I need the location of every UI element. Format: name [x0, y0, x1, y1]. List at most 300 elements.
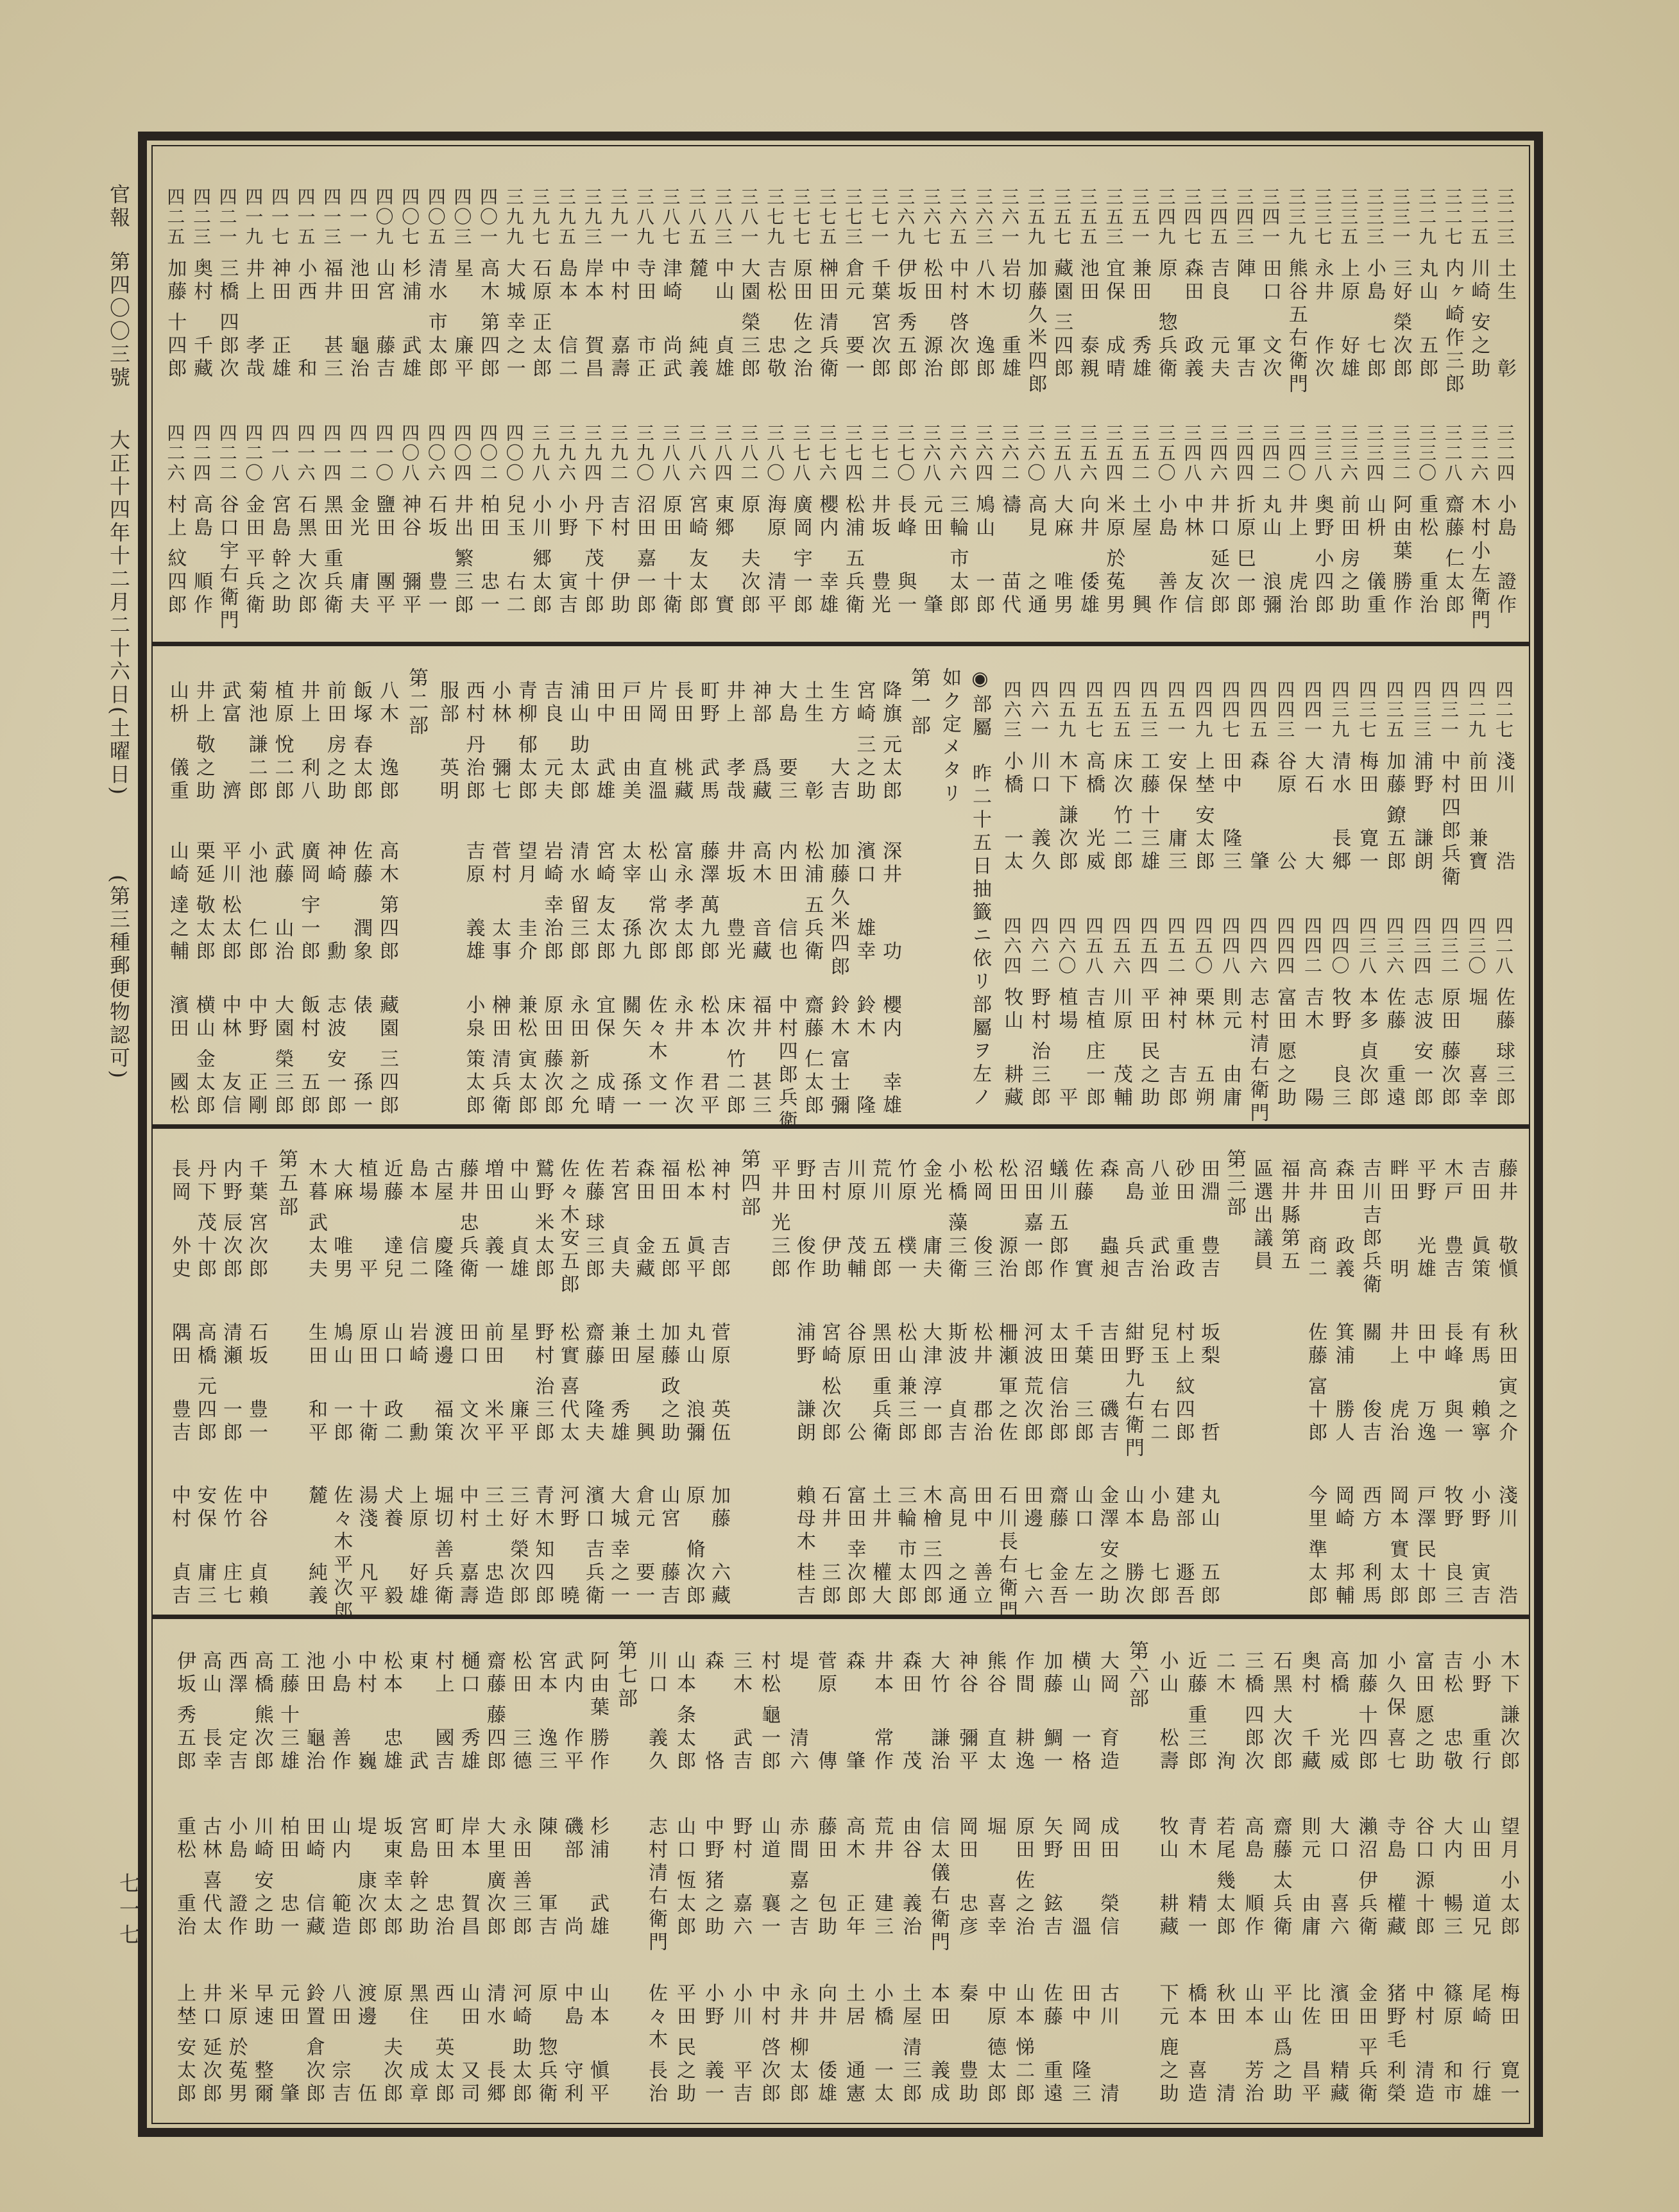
seat-entry	[1415, 424, 1437, 617]
family-name: 櫻内	[815, 494, 839, 540]
member-name	[199, 1983, 221, 2106]
family-name: 野村	[531, 1322, 554, 1368]
member-name	[535, 1650, 557, 1774]
given-name: 三郎	[818, 1562, 841, 1608]
seat-entry	[712, 187, 733, 381]
member-name	[1068, 1983, 1090, 2106]
given-name: 安一郎	[323, 1049, 346, 1118]
seat-number: 四四一	[1301, 680, 1323, 740]
family-name: 松浦	[801, 841, 824, 887]
member-name	[483, 1650, 505, 1774]
family-name: 山枡	[1363, 494, 1386, 540]
member-name	[871, 1650, 892, 1774]
seat-entry	[425, 424, 447, 617]
family-name: 富田	[1274, 987, 1297, 1033]
given-name: 軍吉	[1232, 335, 1256, 381]
seat-entry	[294, 424, 316, 617]
member-name	[1497, 1650, 1519, 1774]
given-name: 民之助	[673, 2037, 695, 2106]
member-name	[199, 1816, 221, 1939]
family-name: 松田	[919, 258, 942, 304]
member-name	[607, 1485, 629, 1608]
member-name	[1298, 1983, 1320, 2106]
family-name: 山口	[1071, 1485, 1094, 1531]
seat-entry	[920, 424, 942, 617]
member-name	[1024, 494, 1046, 617]
member-name	[199, 1650, 221, 1774]
family-name: 吉植	[1082, 987, 1105, 1033]
seat-number: 四〇一	[477, 187, 499, 247]
family-name: 齋藤	[1269, 1816, 1292, 1862]
family-name: 高山	[199, 1650, 222, 1697]
family-name: 倉元	[632, 1485, 655, 1531]
member-name	[853, 841, 874, 964]
given-name: 忠一	[477, 571, 500, 617]
family-name: 坂梨	[1197, 1322, 1220, 1368]
seat-number: 四五六	[1110, 916, 1132, 976]
member-name	[581, 258, 603, 381]
seat-entry	[1000, 680, 1022, 874]
family-name: 富永	[670, 841, 694, 887]
given-name: 敬愼	[1495, 1235, 1517, 1282]
member-name	[894, 1322, 916, 1445]
given-name: 曉	[556, 1585, 579, 1608]
given-name: 於菟男	[1102, 548, 1125, 617]
given-name: 謙朗	[1410, 828, 1433, 874]
seat-entry	[1164, 916, 1186, 1110]
family-name: 山本	[586, 1983, 609, 2029]
seat-entry	[503, 424, 525, 617]
family-name: 柏田	[277, 1816, 299, 1862]
seat-number: 三六七	[920, 187, 942, 247]
given-name: 興	[632, 1422, 655, 1445]
member-name	[1386, 1158, 1408, 1282]
member-name	[775, 680, 797, 803]
family-name: 河波	[1020, 1322, 1043, 1368]
given-name: 成章	[405, 2060, 429, 2106]
seat-entry	[790, 187, 812, 381]
member-name	[1233, 258, 1255, 381]
given-name: 信也	[774, 918, 797, 964]
member-name	[346, 258, 368, 381]
member-name	[1155, 494, 1177, 617]
given-name: 嘉之吉	[786, 1870, 808, 1939]
member-name	[173, 1983, 195, 2106]
given-name: 五郎	[657, 1235, 680, 1282]
member-name	[618, 995, 640, 1118]
member-name	[582, 1322, 604, 1445]
member-name	[330, 1485, 353, 1624]
family-name: 熊谷	[1284, 258, 1308, 304]
family-name: 内田	[774, 841, 797, 887]
given-name: 信二	[554, 335, 577, 381]
given-name: 逸三	[534, 1728, 558, 1774]
member-name	[1495, 1485, 1517, 1608]
family-name: 谷原	[1274, 751, 1297, 797]
family-name: 金田	[242, 494, 265, 540]
member-name	[1469, 1983, 1490, 2106]
seat-entry	[477, 187, 499, 381]
member-name	[268, 258, 290, 381]
member-name	[219, 1158, 241, 1282]
given-name: 幸之一	[502, 312, 525, 381]
family-name: 矢野	[1040, 1816, 1062, 1862]
given-name: 武治	[1146, 1235, 1170, 1282]
family-name: 富田	[1411, 1650, 1435, 1697]
family-name: 木暮	[305, 1158, 327, 1205]
member-name	[190, 258, 212, 381]
given-name: 寅吉	[1467, 1562, 1490, 1608]
member-name	[842, 1816, 864, 1939]
seat-entry	[398, 424, 420, 617]
family-name: 中村	[1437, 751, 1460, 797]
family-name: 宮島	[268, 494, 291, 540]
seat-entry	[868, 424, 890, 617]
family-name: 吉木	[1300, 987, 1324, 1033]
family-name: 清水	[566, 841, 589, 887]
given-name: 庸夫	[919, 1235, 942, 1282]
seat-number: 四二七	[1493, 680, 1514, 740]
family-name: 床次	[722, 995, 746, 1041]
member-name	[483, 1983, 505, 2106]
member-name	[225, 1650, 247, 1774]
given-name: 育造	[1096, 1728, 1119, 1774]
given-name: 倉次郎	[302, 2037, 325, 2106]
given-name: 一郎	[972, 571, 995, 617]
family-name: 田口	[1259, 258, 1282, 304]
special-entry: 區選出議員	[1250, 1158, 1273, 1274]
given-name: 安太郎	[173, 2037, 196, 2106]
family-name: 山宮	[657, 1485, 680, 1531]
member-name	[1383, 751, 1405, 874]
seat-number: 三九八	[529, 424, 551, 483]
member-name	[380, 1650, 402, 1774]
given-name: 忠造	[481, 1562, 504, 1608]
given-name: 謙次郎	[1497, 1704, 1519, 1774]
family-name: 井口	[199, 1983, 222, 2029]
given-name: 眞策	[1467, 1235, 1490, 1282]
given-name: 甚三	[320, 335, 343, 381]
member-name	[477, 494, 499, 617]
member-name	[1494, 258, 1515, 381]
family-name: 永井	[786, 1983, 808, 2029]
seat-entry	[1180, 424, 1202, 617]
given-name: 重雄	[998, 335, 1021, 381]
member-name	[1298, 1816, 1320, 1939]
family-name: 井上	[1284, 494, 1308, 540]
given-name: 光雄	[1413, 1235, 1436, 1282]
member-name	[405, 1650, 427, 1774]
seat-number: 三九二	[608, 424, 629, 483]
seat-entry	[1028, 680, 1050, 874]
seat-entry	[1233, 187, 1255, 381]
seat-number: 三三三	[1363, 187, 1385, 247]
member-name	[515, 680, 536, 803]
given-name: 柳太郎	[786, 2037, 808, 2106]
given-name: 孫一	[350, 1072, 373, 1118]
seat-number: 四二六	[164, 424, 186, 483]
given-name: 一太	[871, 2060, 893, 2106]
member-name	[972, 494, 994, 617]
seat-entry	[1259, 187, 1281, 381]
seat-number: 四一五	[294, 187, 316, 247]
given-name: 吉郎	[708, 1235, 730, 1282]
family-name: 牧野	[1440, 1485, 1463, 1531]
member-name	[219, 841, 241, 964]
member-name	[450, 258, 472, 381]
member-name	[355, 1322, 377, 1445]
member-name	[509, 1983, 531, 2106]
seat-entry	[972, 187, 994, 381]
member-name	[1355, 1650, 1377, 1774]
given-name: 義成	[927, 2060, 950, 2106]
seat-entry	[1383, 916, 1405, 1110]
given-name: 伊助	[818, 1235, 841, 1282]
seat-entry	[1441, 187, 1464, 397]
member-name	[1304, 1158, 1326, 1282]
given-name: 竹二郎	[1109, 805, 1132, 874]
seat-number: 三二八	[1442, 424, 1463, 483]
seat-entry	[815, 424, 837, 617]
given-name: 右二	[502, 571, 525, 617]
member-name	[190, 494, 212, 617]
family-name: 杉浦	[398, 258, 422, 304]
member-name	[758, 1816, 780, 1939]
member-name	[879, 995, 901, 1118]
family-name: 三輪	[946, 494, 969, 540]
member-name	[450, 494, 472, 617]
member-name	[323, 841, 345, 964]
seat-entry	[1077, 424, 1098, 617]
family-name: 長岡	[168, 1158, 191, 1205]
seat-entry	[1465, 916, 1487, 1110]
given-name: 龜治	[302, 1728, 325, 1774]
member-name	[1383, 1650, 1405, 1774]
given-name: 七六	[1020, 1562, 1043, 1608]
member-name	[242, 494, 264, 617]
member-name	[1328, 987, 1350, 1110]
given-name: 忠兵衛	[456, 1212, 479, 1282]
family-name: 神田	[268, 258, 291, 304]
given-name: 儀重	[166, 757, 189, 803]
given-name: 十四郎	[1354, 1704, 1377, 1774]
member-name	[515, 841, 536, 964]
member-name	[1413, 1322, 1435, 1445]
member-name	[670, 680, 692, 803]
member-name	[1040, 1650, 1062, 1774]
member-name	[607, 1322, 629, 1445]
member-name	[1274, 987, 1295, 1110]
member-name	[164, 494, 185, 617]
member-name	[535, 1816, 557, 1939]
member-name	[894, 1158, 916, 1282]
given-name: 宗吉	[328, 2060, 351, 2106]
member-name	[1311, 494, 1333, 617]
member-name	[277, 1983, 298, 2106]
member-name	[1050, 258, 1072, 381]
given-name: 建三	[871, 1893, 893, 1939]
member-name	[868, 494, 890, 617]
member-name	[869, 1485, 891, 1608]
family-name: 成田	[1096, 1816, 1119, 1862]
seat-number: 三四三	[1233, 187, 1255, 247]
given-name: 和市	[1440, 2060, 1463, 2106]
given-name: 甚三	[749, 1072, 772, 1118]
member-name	[405, 1322, 427, 1445]
given-name: 耕逸	[1012, 1728, 1034, 1774]
seat-entry	[1055, 916, 1077, 1110]
member-name	[1121, 1322, 1144, 1461]
member-name	[1110, 751, 1132, 874]
given-name: 安一郎	[1410, 1041, 1433, 1110]
given-name: 道兄	[1468, 1893, 1491, 1939]
member-name	[1213, 1983, 1234, 2106]
given-name: 哲	[1197, 1422, 1220, 1445]
given-name: 尚武	[659, 335, 682, 381]
member-name	[1184, 1816, 1206, 1939]
member-name	[729, 1983, 751, 2106]
member-name	[1055, 751, 1077, 874]
family-name: 蟻川	[1045, 1158, 1068, 1205]
member-name	[1219, 751, 1241, 874]
member-name	[503, 494, 525, 617]
given-name: 虎治	[1284, 571, 1308, 617]
family-name: 高島	[1121, 1158, 1144, 1205]
family-name: 永田	[566, 995, 589, 1041]
given-name: 宇一郎	[789, 548, 812, 617]
member-name	[1298, 1650, 1320, 1774]
member-name	[463, 680, 484, 803]
member-name	[509, 1650, 531, 1774]
division-2-heading: 第二部	[405, 667, 428, 739]
seat-number: 三七三	[842, 187, 864, 247]
seat-number: 四一四	[321, 424, 343, 483]
given-name: 貞次郎	[1356, 1041, 1379, 1110]
special-entry: 福井縣第五	[1277, 1158, 1300, 1274]
member-name	[670, 995, 692, 1118]
member-name	[457, 1983, 479, 2106]
given-name: 恪	[701, 1751, 724, 1774]
family-name: 千葉	[245, 1158, 268, 1205]
given-name: 作三郎	[1441, 327, 1464, 397]
family-name: 堀切	[430, 1485, 454, 1531]
given-name: 謙二郎	[244, 734, 268, 803]
family-name: 西澤	[225, 1650, 248, 1697]
member-name	[1146, 1485, 1168, 1608]
family-name: 村上	[431, 1650, 454, 1697]
given-name: 知四郎	[531, 1539, 554, 1608]
given-name: 松太郎	[218, 895, 241, 964]
family-name: 松本	[682, 1158, 705, 1205]
member-name	[531, 1158, 553, 1282]
family-name: 三土	[481, 1485, 504, 1531]
given-name: 四郎次	[216, 312, 239, 381]
family-name: 牧山	[1000, 987, 1023, 1033]
given-name: 軍吉	[534, 1893, 558, 1939]
seat-entry	[1356, 680, 1377, 874]
member-name	[457, 1650, 479, 1774]
family-name: 高見	[944, 1485, 967, 1531]
family-name: 佐々木	[556, 1158, 579, 1228]
given-name: 政二	[380, 1399, 403, 1445]
member-name	[294, 258, 316, 381]
family-name: 西村	[462, 680, 485, 726]
family-name: 平川	[218, 841, 241, 887]
given-name: 忠敬	[1440, 1728, 1463, 1774]
seat-entry	[1437, 680, 1460, 889]
seat-number: 四三九	[1329, 680, 1351, 740]
family-name: 中村	[1411, 1983, 1435, 2029]
family-name: 小池	[244, 841, 268, 887]
member-name	[376, 841, 398, 964]
seat-entry	[607, 187, 629, 381]
given-name: 文一	[644, 1072, 667, 1118]
given-name: 惣兵衛	[1154, 312, 1177, 381]
member-name	[1172, 1322, 1194, 1445]
given-name: 昌平	[1297, 2060, 1320, 2106]
given-name: 豊吉	[168, 1399, 191, 1445]
given-name: 賀昌	[457, 1893, 480, 1939]
family-name: 松岡	[969, 1158, 993, 1205]
member-name	[1383, 1816, 1405, 1939]
seat-number: 三七二	[868, 424, 890, 483]
given-name: 功	[879, 941, 901, 964]
family-name: 橋本	[1184, 1983, 1207, 2029]
given-name: 豊光	[867, 571, 891, 617]
given-name: 球三郎	[1492, 1041, 1515, 1110]
given-name: 秀雄	[607, 1399, 629, 1445]
given-name: 君平	[696, 1072, 719, 1118]
given-name: 悅二郎	[271, 734, 294, 803]
family-name: 松山	[894, 1322, 917, 1368]
member-name	[708, 1158, 729, 1282]
seat-number: 三二六	[1468, 424, 1490, 483]
member-name	[380, 1983, 402, 2106]
member-name	[1046, 1322, 1068, 1445]
family-name: 關	[1359, 1322, 1382, 1345]
seat-number: 三三九	[1285, 187, 1307, 247]
family-name: 島本	[405, 1158, 428, 1205]
family-name: 安保	[194, 1485, 216, 1531]
family-name: 菅村	[488, 841, 511, 887]
given-name: 溫	[1068, 1916, 1091, 1939]
family-name: 尾崎	[1468, 1983, 1491, 2029]
given-name: 作平	[560, 1728, 583, 1774]
family-name: 生田	[305, 1322, 327, 1368]
family-name: 井出	[450, 494, 473, 540]
given-name: 大次郎	[294, 548, 317, 617]
member-name	[1359, 1322, 1381, 1445]
family-name: 米原	[225, 1983, 248, 2029]
family-name: 西方	[1359, 1485, 1382, 1531]
member-name	[328, 1983, 350, 2106]
family-name: 兼田	[1129, 258, 1152, 304]
seat-entry	[1328, 680, 1350, 874]
family-name: 淺川	[1495, 1485, 1517, 1531]
family-name: 荒井	[871, 1816, 893, 1862]
given-name: 貞吉	[168, 1562, 191, 1608]
member-name	[645, 841, 667, 964]
seat-entry	[1137, 916, 1159, 1110]
member-name	[697, 680, 719, 803]
given-name: 英明	[436, 757, 459, 803]
member-name	[405, 1158, 427, 1282]
given-name: 榮三郎	[737, 312, 760, 381]
member-name	[927, 1650, 949, 1774]
seat-entry	[920, 187, 942, 381]
family-name: 長峰	[894, 494, 917, 540]
seat-entry	[1301, 916, 1323, 1110]
